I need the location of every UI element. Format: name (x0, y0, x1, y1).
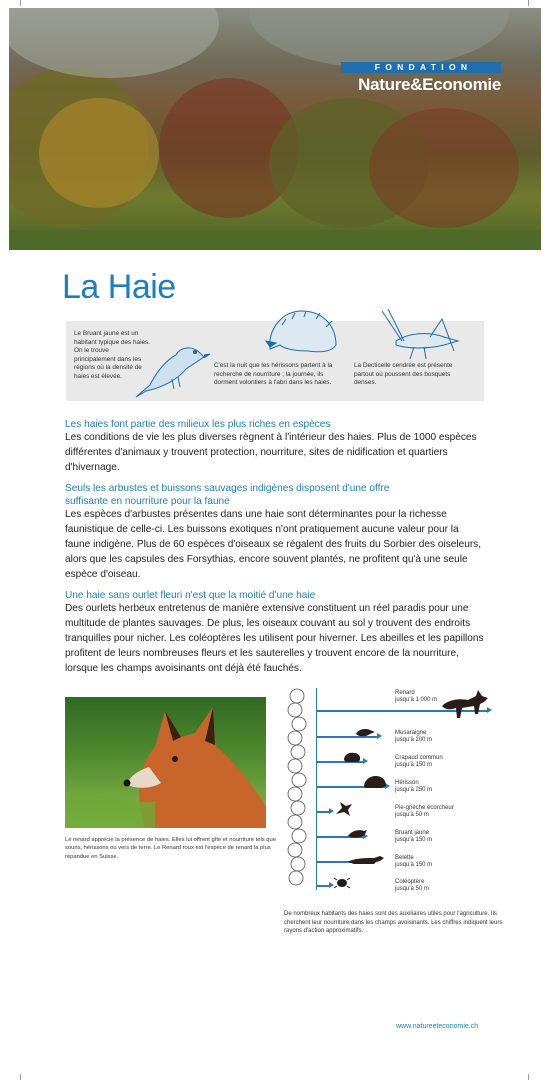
info-strip (66, 321, 484, 401)
animal-name: Bruant jaune (395, 830, 430, 836)
hedgehog-icon (262, 305, 342, 357)
decticelle-caption: La Decticelle cendrée est présente partout où poussent des bosquets denses. (354, 362, 453, 387)
bruant-bird-icon (132, 339, 212, 401)
section-body: Des ourlets herbeux entretenus de manière extensive constituent un réel paradis pour une multitude de plantes sauvages. De plus, les oiseaux couvant au sol y trouvent des endroits tranquilles pour nicher. Les coléoptères les utilisent pour hiverner. Les abeilles et les papillons profitent de leurs nombreuses fleurs et les sauterelles y trouvent encore de la nourriture, lorsque les champs avoisinants ont déjà été fauchés. (65, 603, 484, 674)
grasshopper-icon (378, 307, 468, 363)
crop-mark (528, 0, 529, 6)
fox-illustration (65, 697, 266, 828)
section-body: Les conditions de vie les plus diverses règnent à l'intérieur des haies. Plus de 1000 espèces différentes d'animaux y trouvent protection, nourriture, sites de nidification et quartiers d'hivernage. (65, 432, 477, 473)
section-heading: Seuls les arbustes et buissons sauvages indigènes disposent d'une offre suffisante en nourriture pour la faune (65, 483, 390, 508)
section-ourlet-fleuri (65, 589, 485, 676)
animal-name: Coléoptère (395, 879, 425, 885)
fondation-logo (341, 62, 501, 95)
diagram-label-crapaud (395, 755, 443, 770)
section-riches-especes (65, 418, 485, 475)
animal-name: Pie-grièche écorcheur (395, 805, 454, 811)
animal-range: jusqu'à 200 m (395, 737, 433, 744)
hedgehog-silhouette-icon (362, 774, 388, 790)
range-arrow-pie-grieche (316, 811, 330, 813)
diagram-label-musaraigne (395, 730, 432, 745)
bruant-caption: Le Bruant jaune est un habitant typique des haies. On le trouve principalement dans les régions où la densité de haies est élevée. (74, 330, 151, 380)
hero-hedge-photo (9, 8, 541, 250)
logo-name: Nature&Economie (358, 75, 501, 94)
yellowhammer-silhouette-icon (346, 826, 368, 842)
animal-range: jusqu'à 50 m (395, 812, 429, 819)
action-range-diagram (280, 688, 495, 906)
text-sections (65, 418, 485, 683)
diagram-label-belette (395, 855, 432, 870)
section-heading: Une haie sans ourlet fleuri n'est que la moitié d'une haie (65, 590, 316, 602)
hedge-column-icon (285, 688, 309, 893)
diagram-caption: De nombreux habitants des haies sont des auxiliaires utiles pour l'agriculture. Ils cherchent leur nourriture dans les champs avoisinants. Les chiffres indiquent leurs rayons d'action approximatifs. (284, 911, 503, 935)
animal-range: jusqu'à 50 m (395, 886, 429, 893)
animal-name: Musaraigne (395, 730, 427, 736)
animal-range: jusqu'à 250 m (395, 787, 433, 794)
animal-name: Hérisson (395, 780, 419, 786)
section-heading: Les haies font partie des milieux les plus riches en espèces (65, 419, 331, 430)
animal-range: jusqu'à 1 000 m (395, 697, 438, 704)
page-title: La Haie (62, 268, 176, 306)
crop-mark (20, 1074, 21, 1080)
diagram-axis (316, 688, 317, 890)
animal-name: Renard (395, 690, 415, 696)
herisson-caption: C'est la nuit que les hérissons partent à la recherche de nourriture ; la journée, ils dorment volontiers à l'abri dans les haies. (214, 362, 333, 387)
diagram-label-coleoptere (395, 879, 429, 894)
section-arbustes-indigenes (65, 482, 485, 582)
animal-range: jusqu'à 150 m (395, 862, 433, 869)
diagram-label-pie-grieche (395, 805, 454, 820)
logo-fondation-bar: FONDATION (341, 62, 501, 73)
crop-mark (20, 0, 21, 6)
shrike-silhouette-icon (334, 800, 354, 818)
weasel-silhouette-icon (346, 852, 386, 866)
website-link[interactable]: www.natureeteconomie.ch (396, 1023, 479, 1030)
diagram-label-bruant (395, 830, 432, 845)
fox-silhouette-icon (440, 688, 490, 720)
diagram-label-herisson (395, 780, 432, 795)
range-arrow-coleoptere (316, 885, 330, 887)
beetle-silhouette-icon (334, 877, 350, 889)
section-body: Les espèces d'arbustes présentes dans une haie sont déterminantes pour la richesse faunistique de celle-ci. Les buissons exotiques n'ont pratiquement aucune valeur pour la faune indigène. Plus de 60 espèces d'oiseaux se régalent des fruits du Sorbier des oiseleurs, alors que les capsules des Forsythias, encore souvent plantés, ne profitent qu'à une seule espèce d'oiseau. (65, 509, 482, 580)
animal-range: jusqu'à 150 m (395, 837, 433, 844)
fox-photo (65, 697, 266, 828)
animal-name: Belette (395, 855, 414, 861)
shrew-silhouette-icon (354, 726, 376, 738)
crop-mark (528, 1074, 529, 1080)
fox-caption: Le renard apprécie la présence de haies. Elles lui offrent gîte et nourriture tels que souris, hérissons ou vers de terre. Le Renard roux est l'espèce de renard la plus répandue en Suisse. (65, 837, 276, 860)
animal-range: jusqu'à 150 m (395, 762, 433, 769)
diagram-label-renard (395, 690, 437, 705)
animal-name: Crapaud commun (395, 755, 443, 761)
toad-silhouette-icon (342, 750, 362, 764)
